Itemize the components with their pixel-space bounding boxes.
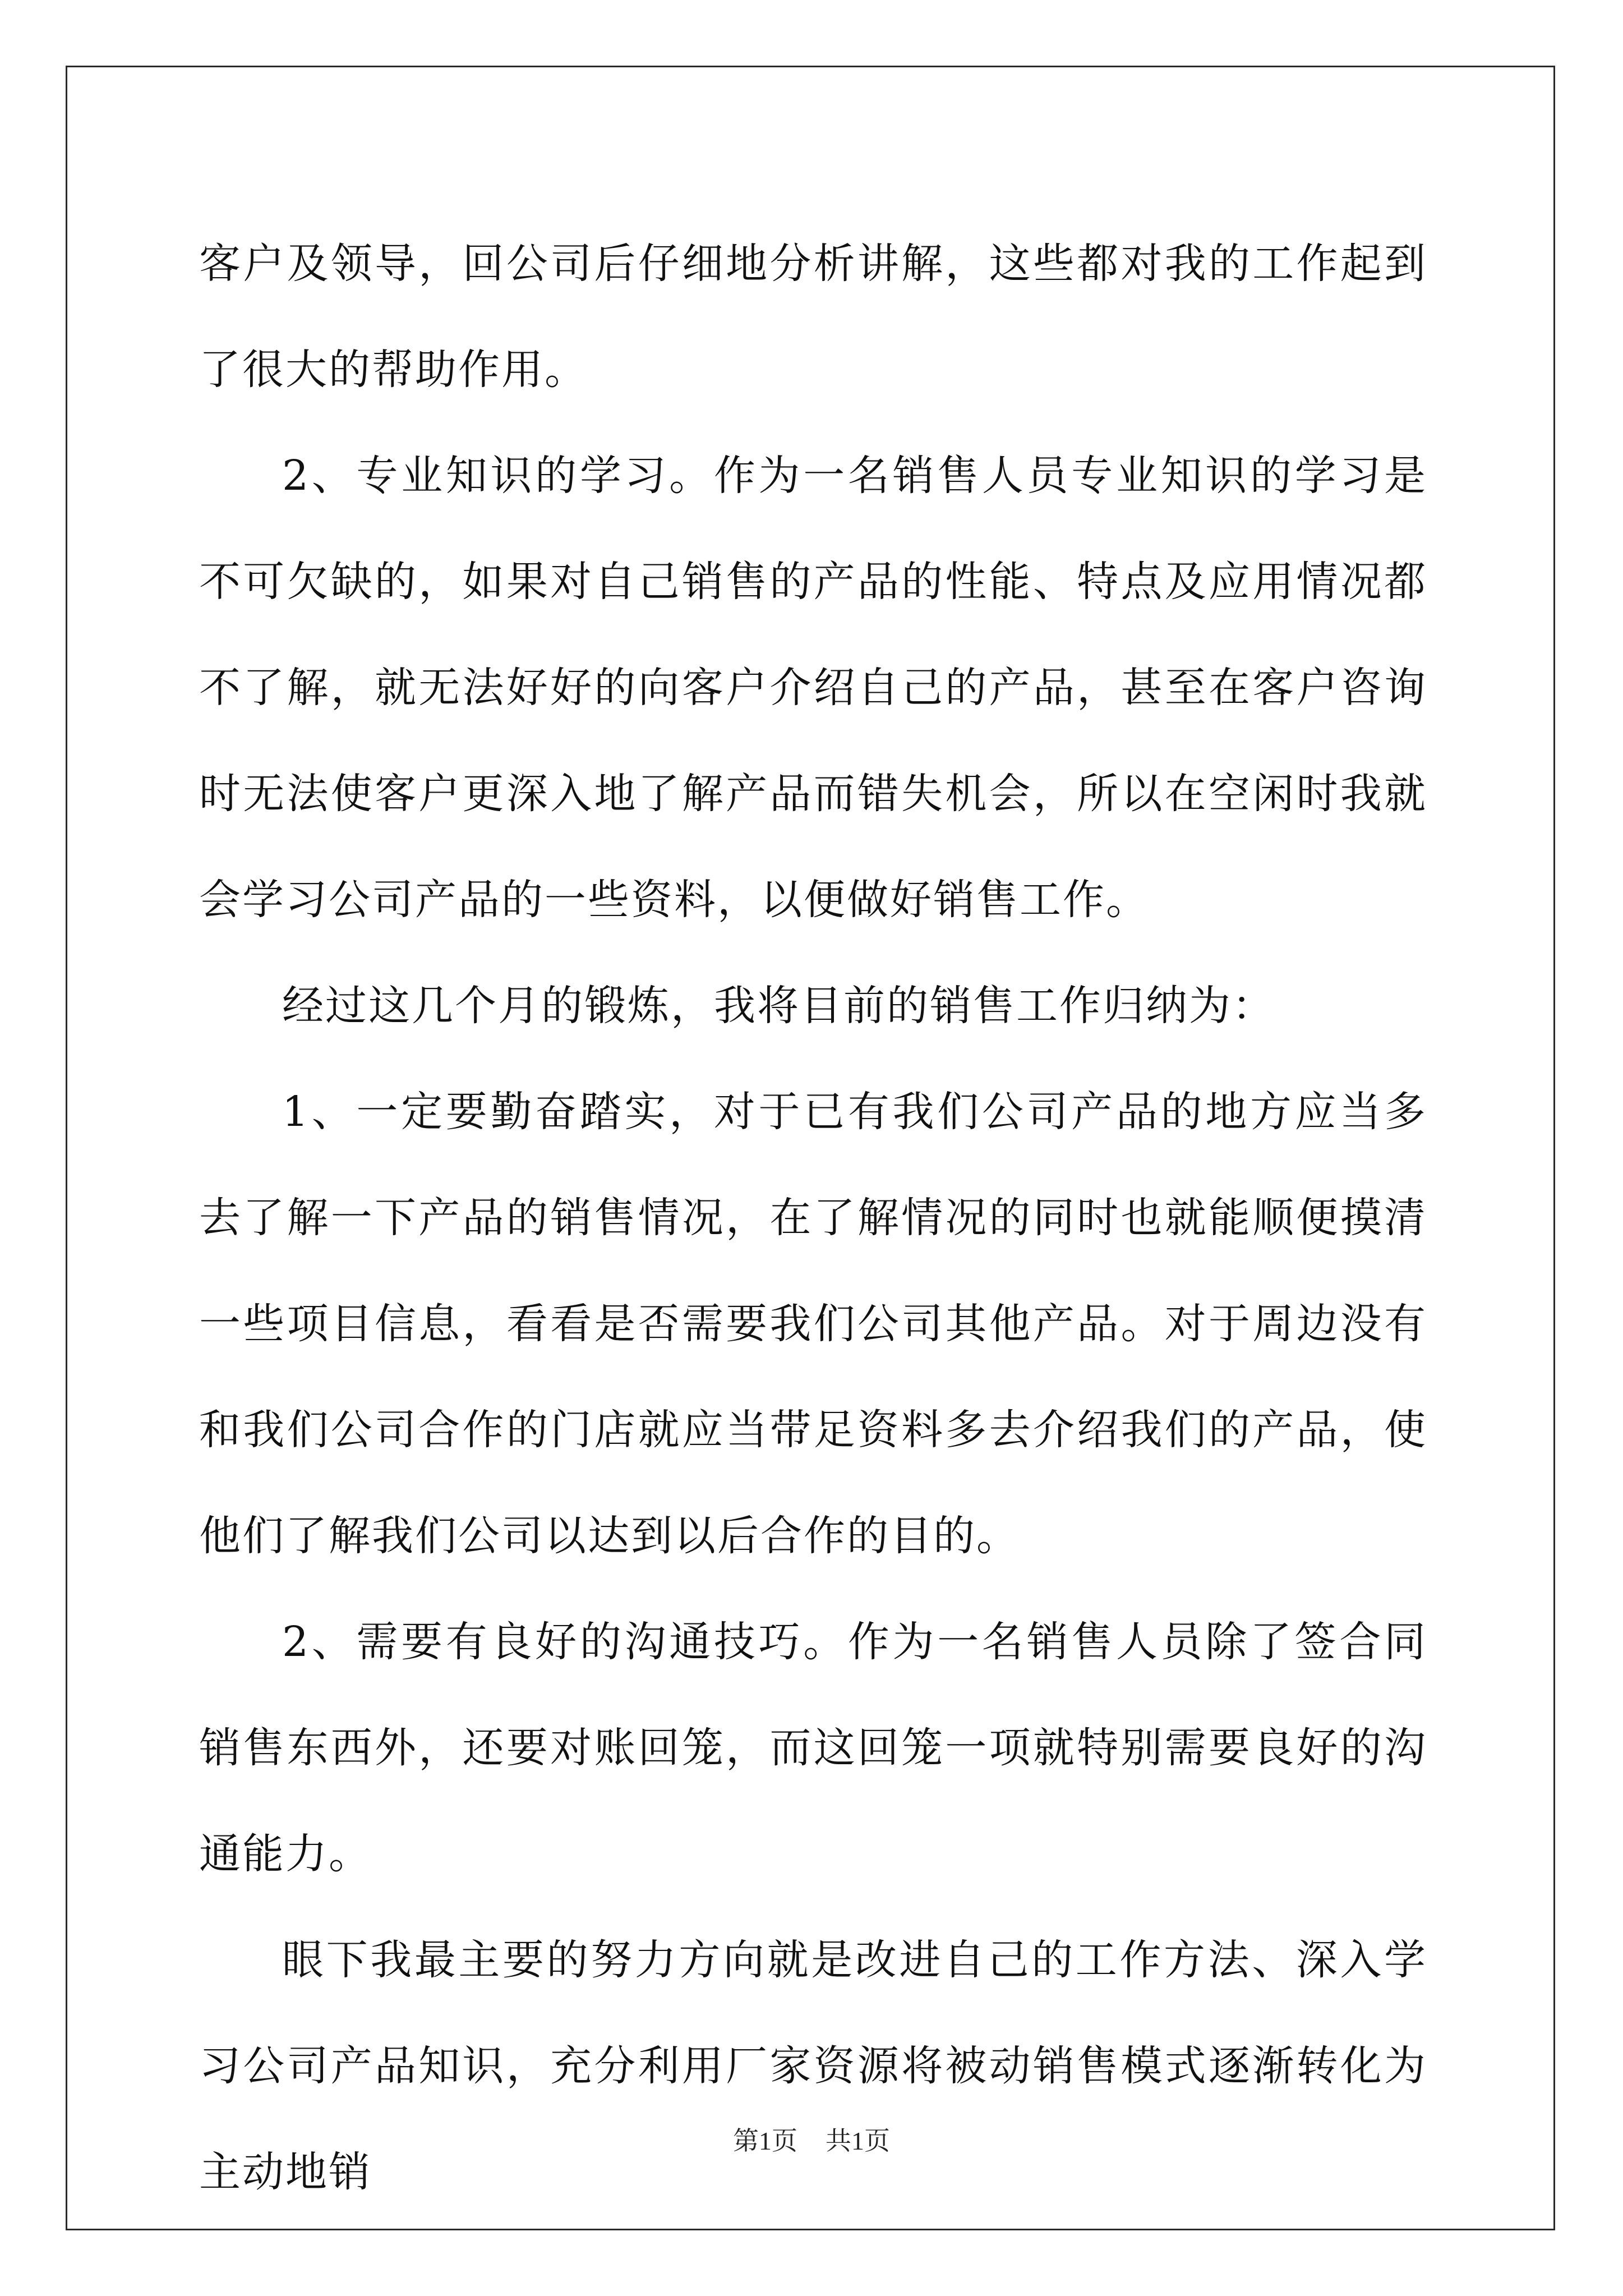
document-body (199, 211, 1427, 2225)
paragraph-3: 经过这几个月的锻炼，我将目前的销售工作归纳为： (282, 982, 1275, 1030)
page-footer (0, 2124, 1623, 2158)
page-total: 共1页 (826, 2127, 890, 2155)
paragraph-6: 眼下我最主要的努力方向就是改进自己的工作方法、深入学习公司产品知识，充分利用厂家资源将被动销售模式逐渐转化为主动地销 (199, 1936, 1427, 2196)
paragraph-5: 2、需要有良好的沟通技巧。作为一名销售人员除了签合同销售东西外，还要对账回笼，而这回笼一项就特别需要良好的沟通能力。 (199, 1618, 1427, 1878)
paragraph-4: 1、一定要勤奋踏实，对于已有我们公司产品的地方应当多去了解一下产品的销售情况，在了解情况的同时也就能顺便摸清一些项目信息，看看是否需要我们公司其他产品。对于周边没有和我们公司合作的门店就应当带足资料多去介绍我们的产品，使他们了解我们公司以达到以后合作的目的。 (199, 1088, 1427, 1560)
page-number: 第1页 (733, 2127, 797, 2155)
paragraph-2: 2、专业知识的学习。作为一名销售人员专业知识的学习是不可欠缺的，如果对自己销售的产品的性能、特点及应用情况都不了解，就无法好好的向客户介绍自己的产品，甚至在客户咨询时无法使客户更深入地了解产品而错失机会，所以在空闲时我就会学习公司产品的一些资料，以便做好销售工作。 (199, 452, 1427, 924)
paragraph-1: 客户及领导，回公司后仔细地分析讲解，这些都对我的工作起到了很大的帮助作用。 (199, 240, 1427, 394)
